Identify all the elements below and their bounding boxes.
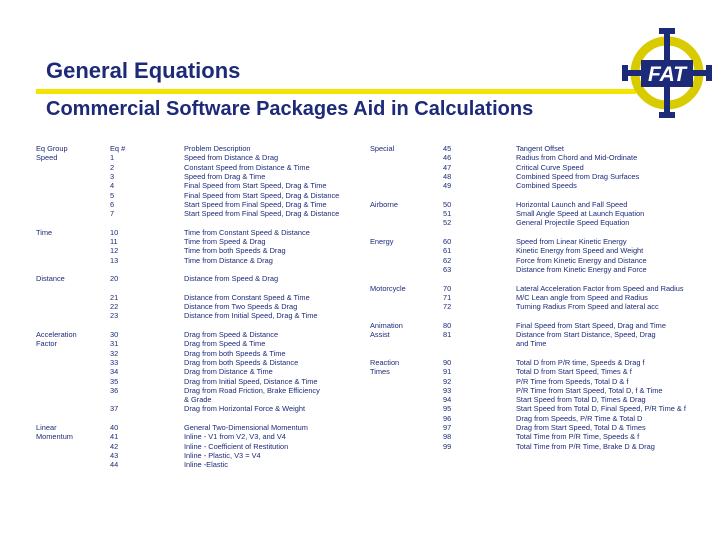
page-title: General Equations: [46, 58, 241, 83]
right-eq-number: 48: [443, 171, 452, 181]
right-problem-description: Lateral Acceleration Factor from Speed and Radius: [516, 283, 684, 293]
left-problem-description: Start Speed from Final Speed, Drag & Distance: [184, 209, 340, 219]
left-header-0: Eq Group: [36, 144, 68, 153]
right-eq-number: 51: [443, 209, 452, 219]
right-eq-number: 91: [443, 367, 452, 377]
left-problem-description: Distance from Two Speeds & Drag: [184, 302, 298, 312]
left-header-1: Eq #: [110, 144, 126, 153]
right-eq-group: Reaction: [370, 357, 400, 367]
left-problem-description: Drag from both Speeds & Distance: [184, 357, 299, 367]
right-eq-number: 71: [443, 292, 452, 302]
left-eq-number: 5: [110, 190, 115, 200]
right-eq-number: 98: [443, 432, 452, 442]
right-eq-number: 45: [443, 144, 452, 153]
left-eq-group: Speed: [36, 153, 58, 163]
right-eq-number: 49: [443, 181, 452, 191]
left-problem-description: Constant Speed from Distance & Time: [184, 162, 310, 172]
right-eq-number: 81: [443, 330, 452, 339]
left-eq-number: 10: [110, 227, 119, 237]
right-problem-description: Small Angle Speed at Launch Equation: [516, 209, 645, 219]
left-problem-description: Inline - Plastic, V3 = V4: [184, 450, 261, 460]
right-problem-description: Total D from Start Speed, Times & f: [516, 367, 632, 377]
logo-text: FAT: [647, 63, 687, 86]
right-eq-number: 70: [443, 283, 452, 293]
right-problem-description: Total Time from P/R Time, Brake D & Drag: [516, 441, 655, 451]
right-eq-number: 60: [443, 237, 452, 246]
left-eq-number: 2: [110, 162, 115, 172]
left-eq-number: 44: [110, 460, 119, 470]
right-eq-number: 96: [443, 413, 452, 423]
left-problem-description: Drag from Speed & Time: [184, 339, 266, 349]
left-eq-number: 11: [110, 237, 118, 246]
right-eq-group: Energy: [370, 237, 394, 246]
right-problem-description: Tangent Offset: [516, 144, 564, 153]
right-problem-description: Drag from Speeds, P/R Time & Total D: [516, 413, 643, 423]
right-eq-number: 97: [443, 423, 452, 432]
right-problem-description: Turning Radius From Speed and lateral acc: [516, 302, 659, 312]
left-eq-group: Linear: [36, 423, 57, 432]
right-problem-description: Distance from Kinetic Energy and Force: [516, 264, 647, 274]
right-problem-description: Start Speed from Total D, Times & Drag: [516, 395, 646, 405]
right-problem-description: Kinetic Energy from Speed and Weight: [516, 246, 644, 256]
left-problem-description: Time from Constant Speed & Distance: [184, 227, 310, 237]
left-eq-number: 36: [110, 385, 119, 395]
left-eq-number: 42: [110, 441, 119, 451]
left-eq-number: 6: [110, 199, 115, 209]
right-eq-number: 47: [443, 162, 452, 172]
left-eq-number: 40: [110, 423, 119, 432]
right-eq-number: 63: [443, 264, 452, 274]
left-problem-description: Time from both Speeds & Drag: [184, 246, 286, 256]
right-problem-description: and Time: [516, 339, 547, 349]
left-eq-number: 37: [110, 404, 119, 414]
right-problem-description: Combined Speed from Drag Surfaces: [516, 171, 640, 181]
right-problem-description: Speed from Linear Kinetic Energy: [516, 237, 627, 246]
right-eq-group: Times: [370, 367, 390, 377]
right-eq-number: 50: [443, 199, 452, 209]
left-eq-group: Factor: [36, 339, 57, 349]
left-eq-group: Acceleration: [36, 330, 77, 339]
right-eq-number: 72: [443, 302, 452, 312]
left-problem-description: Start Speed from Final Speed, Drag & Time: [184, 199, 327, 209]
left-eq-number: 35: [110, 376, 119, 386]
left-eq-number: 4: [110, 181, 115, 191]
right-problem-description: Distance from Start Distance, Speed, Drag: [516, 330, 656, 339]
left-problem-description: Drag from Road Friction, Brake Efficiency: [184, 385, 320, 395]
left-problem-description: & Grade: [184, 395, 212, 405]
left-eq-number: 32: [110, 348, 119, 358]
left-problem-description: Speed from Distance & Drag: [184, 153, 279, 163]
left-problem-description: Distance from Constant Speed & Time: [184, 292, 310, 302]
right-eq-group: Motorcycle: [370, 283, 406, 293]
right-eq-number: 99: [443, 441, 452, 451]
right-eq-group: Special: [370, 144, 395, 153]
right-problem-description: Radius from Chord and Mid-Ordinate: [516, 153, 638, 163]
left-eq-number: 41: [110, 432, 119, 442]
right-problem-description: M/C Lean angle from Speed and Radius: [516, 292, 648, 302]
right-problem-description: Horizontal Launch and Fall Speed: [516, 199, 628, 209]
right-eq-number: 95: [443, 404, 452, 414]
left-eq-number: 31: [110, 339, 119, 349]
left-problem-description: Drag from Distance & Time: [184, 367, 273, 377]
right-eq-group: Airborne: [370, 199, 398, 209]
left-eq-number: 30: [110, 330, 119, 339]
left-problem-description: Speed from Drag & Time: [184, 171, 266, 181]
right-problem-description: Start Speed from Total D, Final Speed, P/R Time & f: [516, 404, 686, 414]
left-problem-description: Inline -Elastic: [184, 460, 228, 470]
right-problem-description: Critical Curve Speed: [516, 162, 584, 172]
right-problem-description: General Projectile Speed Equation: [516, 218, 630, 228]
right-problem-description: Total D from P/R time, Speeds & Drag f: [516, 357, 645, 367]
right-eq-number: 52: [443, 218, 452, 228]
right-eq-number: 92: [443, 376, 452, 386]
left-problem-description: Drag from Horizontal Force & Weight: [184, 404, 306, 414]
left-eq-number: 3: [110, 171, 115, 181]
left-problem-description: Drag from Initial Speed, Distance & Time: [184, 376, 318, 386]
page-subtitle: Commercial Software Packages Aid in Calculations: [46, 98, 534, 120]
right-problem-description: Total Time from P/R Time, Speeds & f: [516, 432, 640, 442]
fat-logo: [622, 28, 712, 118]
right-problem-description: Final Speed from Start Speed, Drag and Time: [516, 320, 666, 330]
left-problem-description: Distance from Initial Speed, Drag & Time: [184, 311, 318, 321]
right-eq-group: Assist: [370, 330, 390, 339]
left-eq-number: 33: [110, 357, 119, 367]
right-eq-number: 90: [443, 357, 452, 367]
right-problem-description: P/R Time from Start Speed, Total D, f & Time: [516, 385, 663, 395]
left-problem-description: Final Speed from Start Speed, Drag & Time: [184, 181, 327, 191]
right-problem-description: P/R Time from Speeds, Total D & f: [516, 376, 629, 386]
right-eq-number: 62: [443, 255, 452, 265]
right-eq-number: 61: [443, 246, 452, 256]
right-eq-number: 80: [443, 320, 452, 330]
left-eq-number: 22: [110, 302, 119, 312]
left-eq-number: 20: [110, 274, 119, 284]
left-eq-number: 21: [110, 292, 119, 302]
left-eq-group: Time: [36, 227, 53, 237]
right-eq-number: 94: [443, 395, 452, 405]
left-eq-number: 13: [110, 255, 119, 265]
title-divider: [36, 89, 636, 94]
left-problem-description: Time from Distance & Drag: [184, 255, 273, 265]
left-problem-description: Final Speed from Start Speed, Drag & Distance: [184, 190, 340, 200]
right-eq-number: 46: [443, 153, 452, 163]
left-eq-number: 1: [110, 153, 115, 163]
left-problem-description: Inline - Coefficient of Restitution: [184, 441, 289, 451]
left-eq-number: 12: [110, 246, 119, 256]
left-problem-description: Distance from Speed & Drag: [184, 274, 279, 284]
left-problem-description: Inline - V1 from V2, V3, and V4: [184, 432, 286, 442]
right-eq-number: 93: [443, 385, 452, 395]
left-eq-number: 23: [110, 311, 119, 321]
right-problem-description: Force from Kinetic Energy and Distance: [516, 255, 647, 265]
left-problem-description: Time from Speed & Drag: [184, 237, 266, 246]
right-problem-description: Drag from Start Speed, Total D & Times: [516, 423, 646, 432]
left-eq-number: 43: [110, 450, 119, 460]
left-problem-description: Drag from Speed & Distance: [184, 330, 279, 339]
right-problem-description: Combined Speeds: [516, 181, 577, 191]
left-problem-description: Drag from both Speeds & Time: [184, 348, 286, 358]
left-eq-number: 34: [110, 367, 119, 377]
left-eq-number: 7: [110, 209, 115, 219]
left-eq-group: Momentum: [36, 432, 73, 442]
left-problem-description: General Two-Dimensional Momentum: [184, 423, 308, 432]
left-header-2: Problem Description: [184, 144, 251, 153]
left-eq-group: Distance: [36, 274, 65, 284]
right-eq-group: Animation: [370, 320, 403, 330]
